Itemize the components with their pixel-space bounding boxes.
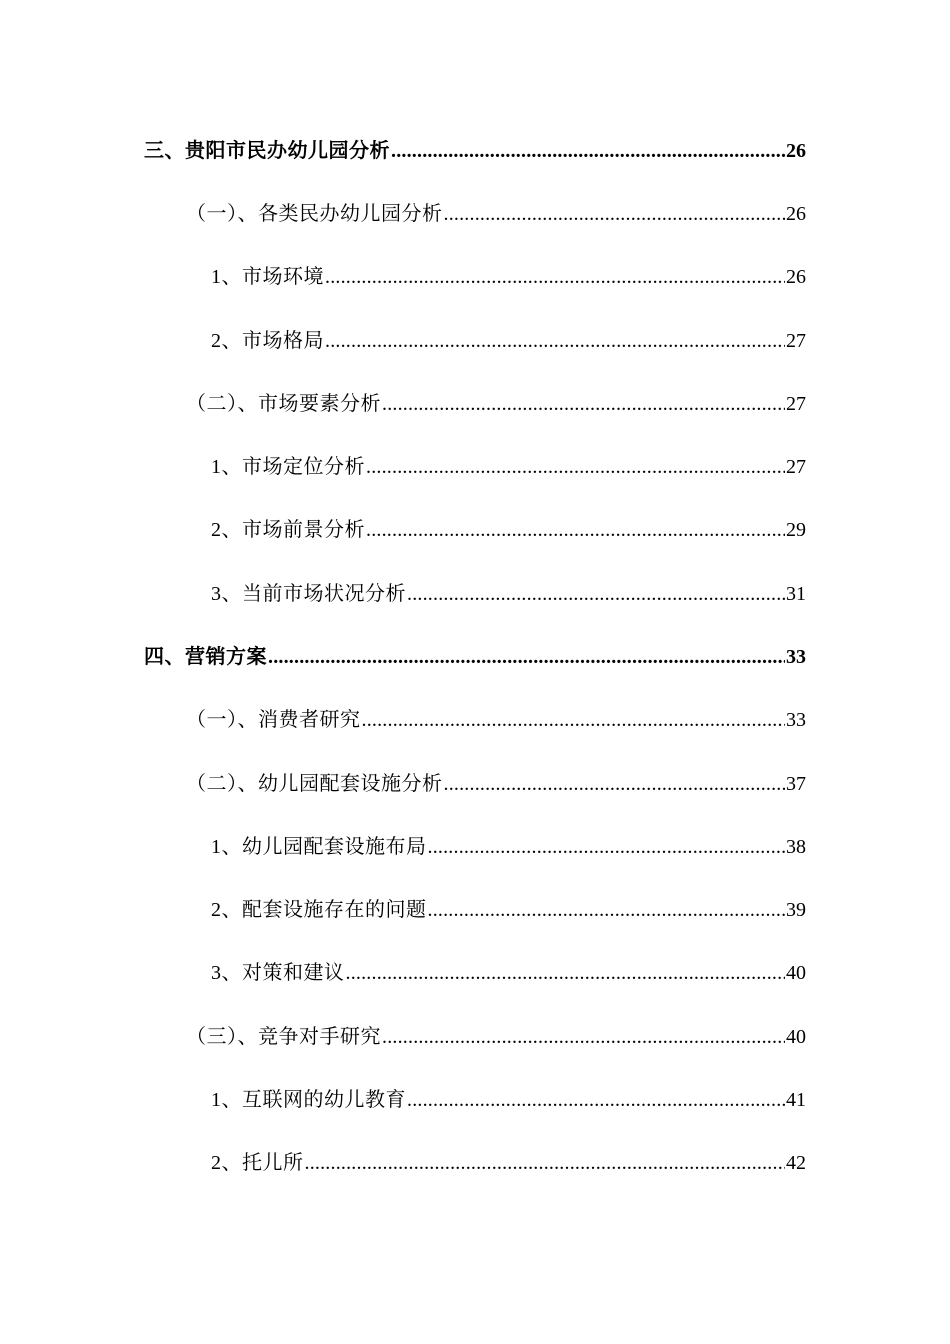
toc-entry-title: 四、营销方案: [144, 646, 267, 668]
toc-entry-title: 3、对策和建议: [211, 962, 345, 984]
toc-entry-title: （一）、消费者研究: [186, 709, 361, 731]
toc-entry-page: 39: [786, 899, 806, 921]
toc-dot-leader: [325, 323, 785, 359]
toc-dot-leader: [391, 133, 785, 169]
toc-entry[interactable]: [211, 892, 806, 928]
toc-entry[interactable]: [211, 829, 806, 865]
toc-entry-page: 27: [786, 393, 806, 415]
toc-entry-page: 27: [786, 456, 806, 478]
toc-entry[interactable]: [211, 576, 806, 612]
toc-entry-title: 1、互联网的幼儿教育: [211, 1089, 406, 1111]
toc-entry[interactable]: [186, 702, 806, 738]
toc-dot-leader: [444, 766, 786, 802]
toc-entry-title: （二）、幼儿园配套设施分析: [186, 773, 443, 795]
toc-entry[interactable]: [211, 1145, 806, 1181]
toc-entry-title: 2、市场格局: [211, 330, 324, 352]
toc-entry[interactable]: [211, 259, 806, 295]
toc-entry-page: 26: [786, 203, 806, 225]
toc-dot-leader: [407, 1082, 785, 1118]
toc-entry-title: （三）、竞争对手研究: [186, 1026, 381, 1048]
toc-entry[interactable]: [211, 1082, 806, 1118]
toc-entry-page: 27: [786, 330, 806, 352]
toc-entry-page: 26: [786, 266, 806, 288]
toc-entry[interactable]: [211, 323, 806, 359]
toc-entry-page: 26: [786, 140, 806, 162]
toc-entry-page: 33: [786, 709, 806, 731]
toc-dot-leader: [268, 639, 785, 675]
toc-entry[interactable]: [144, 133, 806, 169]
toc-dot-leader: [366, 449, 785, 485]
toc-entry[interactable]: [211, 955, 806, 991]
toc-dot-leader: [444, 196, 786, 232]
toc-entry[interactable]: [186, 386, 806, 422]
toc-dot-leader: [382, 1019, 785, 1055]
toc-entry-title: （一）、各类民办幼儿园分析: [186, 203, 443, 225]
toc-entry-page: 29: [786, 519, 806, 541]
toc-dot-leader: [382, 386, 785, 422]
toc-entry[interactable]: [144, 639, 806, 675]
toc-entry-page: 41: [786, 1089, 806, 1111]
toc-entry[interactable]: [186, 766, 806, 802]
toc-entry-title: 1、市场环境: [211, 266, 324, 288]
toc-dot-leader: [362, 702, 786, 738]
toc-entry-title: （二）、市场要素分析: [186, 393, 381, 415]
toc-entry-title: 2、托儿所: [211, 1152, 304, 1174]
toc-entry-page: 40: [786, 1026, 806, 1048]
toc-dot-leader: [346, 955, 786, 991]
toc-entry[interactable]: [211, 449, 806, 485]
toc-dot-leader: [428, 829, 786, 865]
toc-entry-page: 37: [786, 773, 806, 795]
toc-entry-page: 42: [786, 1152, 806, 1174]
toc-entry-page: 38: [786, 836, 806, 858]
toc-entry-page: 33: [786, 646, 806, 668]
toc-entry-title: 1、幼儿园配套设施布局: [211, 836, 427, 858]
toc-entry[interactable]: [211, 512, 806, 548]
toc-entry[interactable]: [186, 196, 806, 232]
toc-dot-leader: [428, 892, 786, 928]
toc-dot-leader: [407, 576, 785, 612]
toc-entry-title: 2、市场前景分析: [211, 519, 365, 541]
toc-dot-leader: [325, 259, 785, 295]
toc-entry-title: 2、配套设施存在的问题: [211, 899, 427, 921]
toc-entry-page: 31: [786, 583, 806, 605]
toc-entry-title: 3、当前市场状况分析: [211, 583, 406, 605]
toc-dot-leader: [305, 1145, 786, 1181]
toc-entry-title: 三、贵阳市民办幼儿园分析: [144, 140, 390, 162]
toc-dot-leader: [366, 512, 785, 548]
toc-entry-title: 1、市场定位分析: [211, 456, 365, 478]
toc-entry-page: 40: [786, 962, 806, 984]
toc-entry[interactable]: [186, 1019, 806, 1055]
